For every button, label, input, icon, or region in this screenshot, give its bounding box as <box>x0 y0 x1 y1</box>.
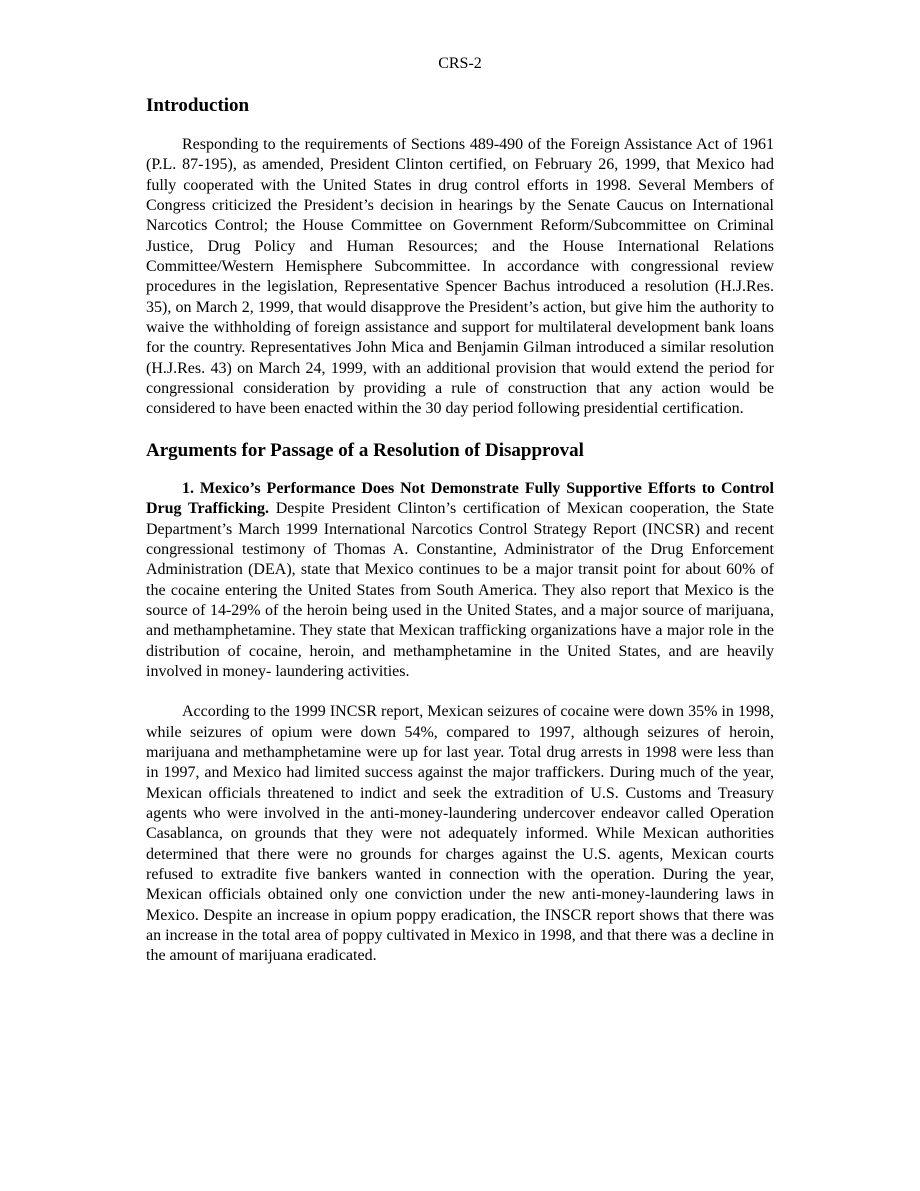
page-number: CRS-2 <box>438 55 482 72</box>
section-introduction <box>146 94 774 420</box>
section-arguments <box>146 439 774 967</box>
paragraph-lead-heading: 1. Mexico’s Performance Does Not Demonstrate Fully Supportive Efforts to Control Drug Trafficking. <box>146 479 774 518</box>
document-page <box>146 54 774 967</box>
paragraph-body: Despite President Clinton’s certification of Mexican cooperation, the State Department’s March 1999 International Narcotics Control Strategy Report (INCSR) and recent congressional testimony of Thomas A. Constantine, Administrator of the Drug Enforcement Administration (DEA), state that Mexico continues to be a major transit point for about 60% of the cocaine entering the United States from South America. They also report that Mexico is the source of 14-29% of the heroin being used in the United States, and a major source of marijuana, and methamphetamine. They state that Mexican trafficking organizations have a major role in the distribution of cocaine, heroin, and methamphetamine in the United States, and are heavily involved in money- laundering activities. <box>146 500 775 680</box>
paragraph-argument-2: According to the 1999 INCSR report, Mexican seizures of cocaine were down 35% in 1998, while seizures of opium were down 54%, compared to 1997, although seizures of heroin, marijuana and methamphetamine were up for last year. Total drug arrests in 1998 were less than in 1997, and Mexico had limited success against the major traffickers. During much of the year, Mexican officials threatened to indict and seek the extradition of U.S. Customs and Treasury agents who were involved in the anti-money-laundering undercover endeavor called Operation Casablanca, on grounds that they were not adequately informed. While Mexican authorities determined that there were no grounds for charges against the U.S. agents, Mexican courts refused to extradite five bankers wanted in connection with the operation. During the year, Mexican officials obtained only one conviction under the new anti-money-laundering laws in Mexico. Despite an increase in opium poppy eradication, the INSCR report shows that there was an increase in the total area of poppy cultivated in Mexico in 1998, and that there was a decline in the amount of marijuana eradicated. <box>146 703 774 965</box>
paragraph-argument-1 <box>146 479 774 682</box>
section-heading-introduction: Introduction <box>146 95 250 116</box>
paragraph-introduction: Responding to the requirements of Sections 489-490 of the Foreign Assistance Act of 1961 (P.L. 87-195), as amended, President Clinton certified, on February 26, 1999, that Mexico had fully cooperated with the United States in drug control efforts in 1998. Several Members of Congress criticized the President’s decision in hearings by the Senate Caucus on International Narcotics Control; the House Committee on Government Reform/Subcommittee on Criminal Justice, Drug Policy and Human Resources; and the House International Relations Committee/Western Hemisphere Subcommittee. In accordance with congressional review procedures in the legislation, Representative Spencer Bachus introduced a resolution (H.J.Res. 35), on March 2, 1999, that would disapprove the President’s action, but give him the authority to waive the withholding of foreign assistance and support for multilateral development bank loans for the country. Representatives John Mica and Benjamin Gilman introduced a similar resolution (H.J.Res. 43) on March 24, 1999, with an additional provision that would extend the period for congressional consideration by providing a rule of construction that any action would be considered to have been enacted within the 30 day period following presidential certification. <box>146 136 774 418</box>
section-heading-arguments: Arguments for Passage of a Resolution of Disapproval <box>146 439 584 461</box>
